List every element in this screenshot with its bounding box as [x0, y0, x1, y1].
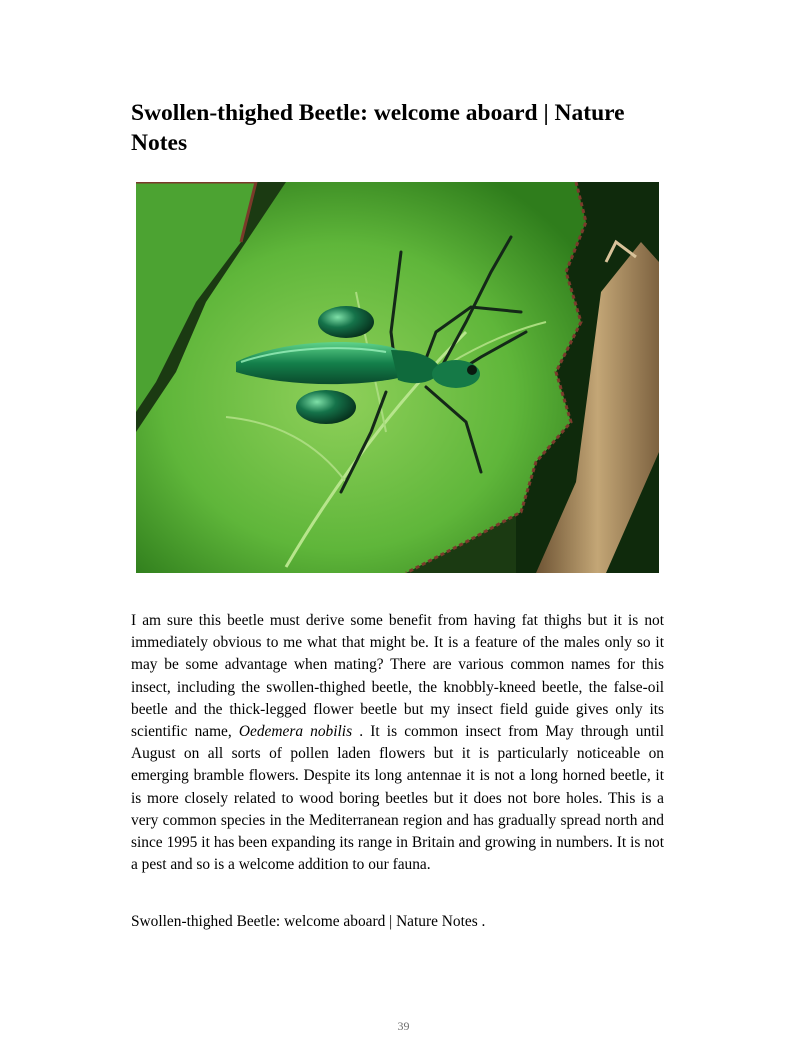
scientific-name: Oedemera nobilis — [238, 723, 353, 741]
paragraph-text-before: I am sure this beetle must derive some benefit from having fat thighs but it is not immediately obvious to me what that might be. It is a feature of the males only so it may be some advantage when mating? There are various common names for this insect, including the swollen-thighed beetle, the knobbly-kneed beetle, the false-oil beetle and the thick-legged flower beetle but my insect field guide gives only its scientific name, — [131, 612, 664, 741]
beetle-photo — [136, 182, 659, 573]
source-link-text[interactable]: Swollen-thighed Beetle: welcome aboard | Nature Notes . — [131, 913, 486, 930]
page-number: 39 — [397, 1019, 410, 1033]
article-paragraph — [131, 610, 664, 876]
paragraph-text-after: . It is common insect from May through until August on all sorts of pollen laden flowers but it is particularly noticeable on emerging bramble flowers. Despite its long antennae it is not a long horned beetle, it is more closely related to wood boring beetles but it does not bore holes. This is a very common species in the Mediterranean region and has gradually spread north and since 1995 it has been expanding its range in Britain and growing in numbers. It is not a pest and so is a welcome addition to our fauna. — [131, 723, 664, 874]
page-title: Swollen-thighed Beetle: welcome aboard | Nature Notes — [131, 100, 625, 156]
